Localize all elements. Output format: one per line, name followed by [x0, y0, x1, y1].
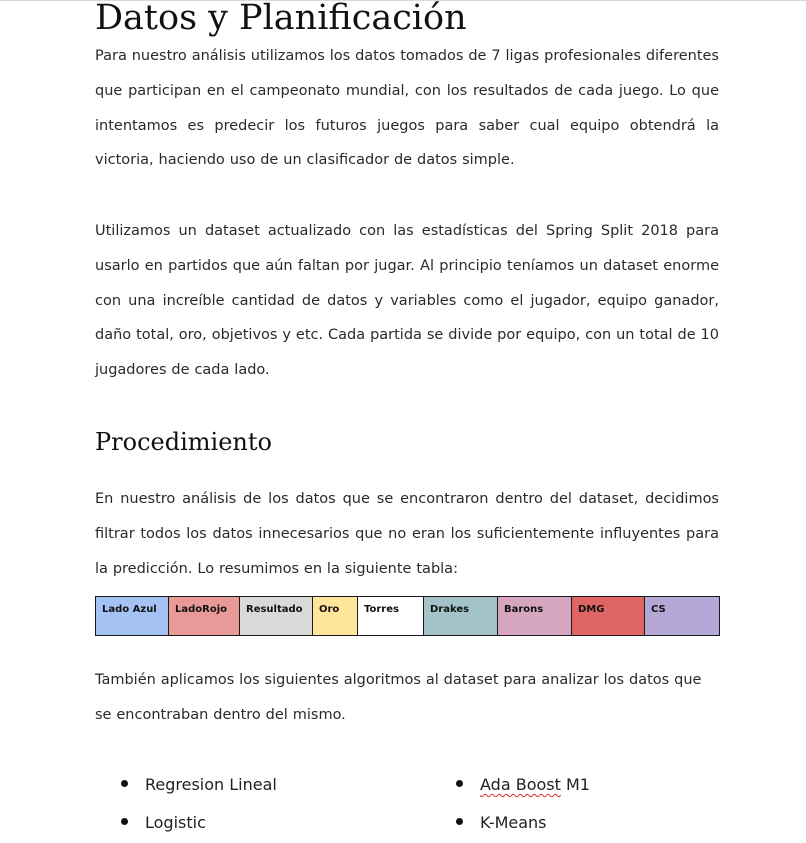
algorithm-label: Regresion Lineal — [145, 775, 277, 794]
table-row — [96, 597, 720, 636]
table-cell-drakes: Drakes — [424, 597, 498, 636]
table-cell-lado-rojo: LadoRojo — [169, 597, 240, 636]
list-item — [456, 775, 590, 794]
table-cell-lado-azul: Lado Azul — [96, 597, 169, 636]
paragraph-algorithms: También aplicamos los siguientes algoritmos al dataset para analizar los datos que se encontraban dentro del mismo. — [95, 672, 702, 723]
list-item — [121, 775, 277, 794]
paragraph-intro: Para nuestro análisis utilizamos los datos tomados de 7 ligas profesionales diferentes que participan en el campeonato mundial, con los resultados de cada juego. Lo que intentamos es predecir los futuros juegos para saber cual equipo obtendrá la victoria, haciendo uso de un clasificador de datos simple. — [95, 48, 719, 169]
algorithm-label-suffix: M1 — [560, 775, 590, 794]
algorithm-label: K-Means — [480, 813, 547, 832]
bullet-icon — [456, 818, 463, 825]
section-heading-procedimiento: Procedimiento — [95, 428, 272, 456]
page-title: Datos y Planificación — [95, 0, 467, 38]
algorithm-label-spellcheck: Ada Boost — [480, 775, 561, 794]
table-cell-oro: Oro — [313, 597, 358, 636]
table-cell-dmg: DMG — [572, 597, 645, 636]
summary-table — [95, 596, 720, 636]
bullet-icon — [121, 780, 128, 787]
list-item — [121, 813, 206, 832]
table-cell-cs: CS — [645, 597, 720, 636]
table-cell-resultado: Resultado — [240, 597, 313, 636]
table-cell-torres: Torres — [358, 597, 424, 636]
paragraph-procedure: En nuestro análisis de los datos que se encontraron dentro del dataset, decidimos filtrar todos los datos innecesarios que no eran los suficientemente influyentes para la predicción. Lo resumimos en la siguiente tabla: — [95, 491, 719, 577]
list-item — [456, 813, 547, 832]
paragraph-dataset: Utilizamos un dataset actualizado con las estadísticas del Spring Split 2018 para usarlo en partidos que aún faltan por jugar. Al principio teníamos un dataset enorme con una increíble cantidad de datos y variables como el jugador, equipo ganador, daño total, oro, objetivos y etc. Cada partida se divide por equipo, con un total de 10 jugadores de cada lado. — [95, 223, 719, 379]
table-cell-barons: Barons — [498, 597, 572, 636]
bullet-icon — [121, 818, 128, 825]
algorithm-label: Logistic — [145, 813, 206, 832]
bullet-icon — [456, 780, 463, 787]
